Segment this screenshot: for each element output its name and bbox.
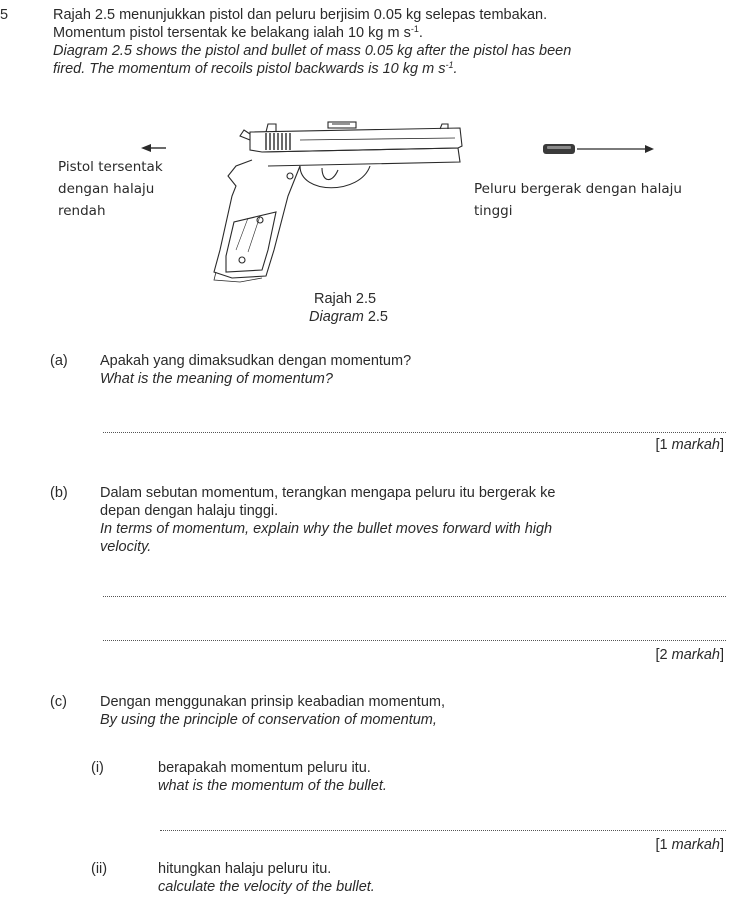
part-c-question-malay: Dengan menggunakan prinsip keabadian momentum, (100, 694, 445, 710)
bullet-motion-label: Peluru bergerak dengan halaju tinggi (474, 181, 682, 219)
part-c-i-question-malay: berapakah momentum peluru itu. (158, 760, 371, 776)
intro-english-line-1: Diagram 2.5 shows the pistol and bullet of mass 0.05 kg after the pistol has been (53, 43, 572, 59)
part-c-ii-question-malay: hitungkan halaju peluru itu. (158, 861, 332, 877)
intro-malay-line-2-text: Momentum pistol tersentak ke belakang ialah 10 kg m s (53, 25, 411, 41)
diagram-caption-number: 2.5 (367, 309, 388, 325)
part-c-i-label: (i) (91, 760, 104, 776)
part-c-i-answer-line[interactable] (160, 830, 726, 831)
part-c-i-marks (655, 836, 724, 854)
marks-word: markah (671, 647, 720, 663)
part-a-question-malay: Apakah yang dimaksudkan dengan momentum? (100, 353, 412, 369)
marks-word: markah (671, 837, 720, 853)
intro-malay-line-2 (53, 24, 423, 42)
intro-english-line-2 (53, 60, 458, 78)
velocity-arrow-icon (577, 145, 654, 153)
marks-suffix: ] (719, 647, 724, 663)
marks-prefix: [1 (655, 837, 672, 853)
part-a-label: (a) (50, 353, 68, 369)
part-b-answer-line-2[interactable] (103, 640, 726, 641)
unit-exponent-en: -1 (445, 60, 454, 70)
period: . (418, 25, 423, 41)
pistol-recoil-label: Pistol tersentak dengan halaju rendah (58, 159, 163, 219)
intro-english-line-2-text: fired. The momentum of recoils pistol backwards is 10 kg m s (53, 61, 446, 77)
part-c-ii-label: (ii) (91, 861, 108, 877)
part-b-question-english-line-2: velocity. (100, 539, 152, 555)
bullet-icon (543, 144, 575, 154)
pistol-icon (214, 122, 462, 282)
marks-prefix: [1 (655, 437, 672, 453)
marks-word: markah (671, 437, 720, 453)
part-a-answer-line[interactable] (103, 432, 726, 433)
part-b-label: (b) (50, 485, 68, 501)
question-number: 5 (0, 7, 9, 23)
part-c-i-question-english: what is the momentum of the bullet. (158, 778, 387, 794)
diagram-caption-malay: Rajah 2.5 (314, 291, 377, 307)
part-b-question-english-line-1: In terms of momentum, explain why the bullet moves forward with high (100, 521, 553, 537)
part-b-question-malay-line-1: Dalam sebutan momentum, terangkan mengapa peluru itu bergerak ke (100, 485, 556, 501)
recoil-arrow-icon (141, 144, 166, 152)
diagram-caption-english (309, 308, 388, 326)
part-a-question-english: What is the meaning of momentum? (100, 371, 333, 387)
part-b-answer-line-1[interactable] (103, 596, 726, 597)
part-b-question-malay-line-2: depan dengan halaju tinggi. (100, 503, 279, 519)
part-c-question-english: By using the principle of conservation of momentum, (100, 712, 437, 728)
marks-prefix: [2 (655, 647, 672, 663)
diagram-caption-word: Diagram (309, 309, 364, 325)
part-c-ii-question-english: calculate the velocity of the bullet. (158, 879, 375, 895)
part-b-marks (655, 646, 724, 664)
marks-suffix: ] (719, 437, 724, 453)
period-en: . (453, 61, 458, 77)
intro-malay-line-1: Rajah 2.5 menunjukkan pistol dan peluru berjisim 0.05 kg selepas tembakan. (53, 7, 548, 23)
unit-exponent: -1 (410, 24, 419, 34)
marks-suffix: ] (719, 837, 724, 853)
part-a-marks (655, 436, 724, 454)
part-c-label: (c) (50, 694, 67, 710)
